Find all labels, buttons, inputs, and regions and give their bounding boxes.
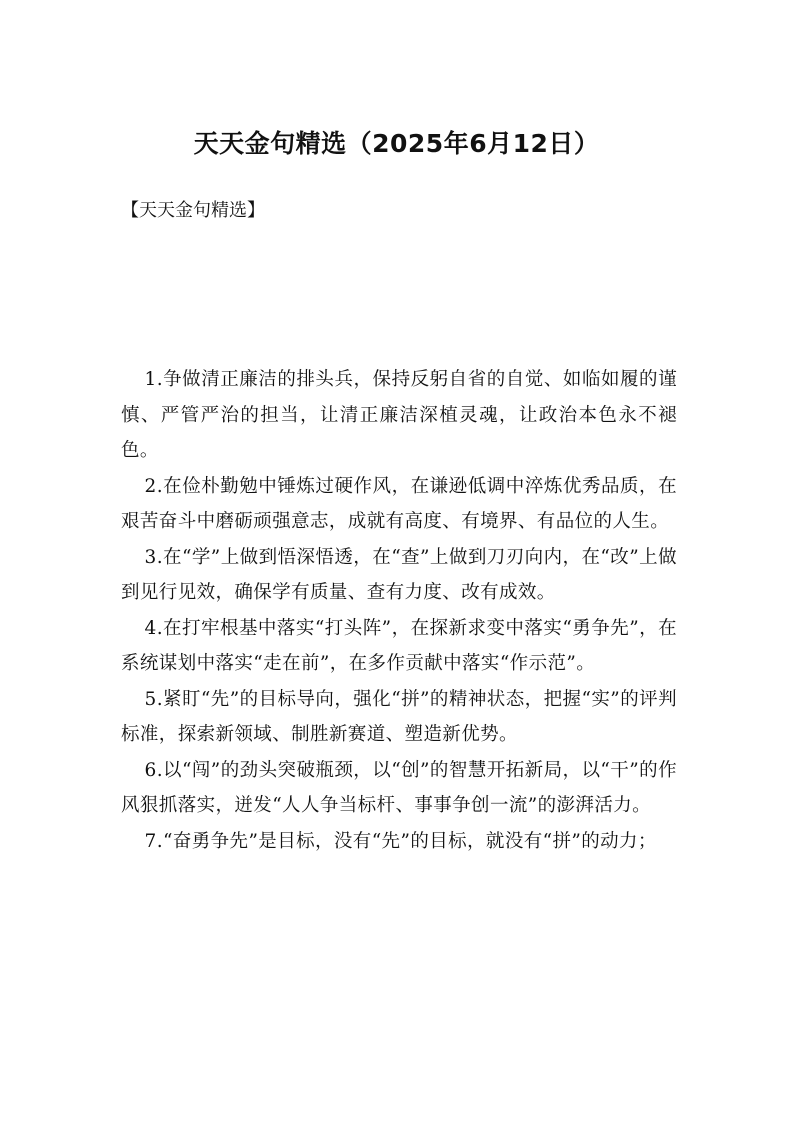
quote-paragraph: 5.紧盯“先”的目标导向，强化“拼”的精神状态，把握“实”的评判标准，探索新领域、制胜新赛道、塑造新优势。 — [121, 688, 677, 745]
quote-paragraph: 6.以“闯”的劲头突破瓶颈，以“创”的智慧开拓新局，以“干”的作风狠抓落实，迸发“人人争当标杆、事事争创一流”的澎湃活力。 — [121, 759, 677, 816]
quote-paragraph: 7.“奋勇争先”是目标，没有“先”的目标，就没有“拼”的动力； — [144, 830, 657, 852]
quote-paragraph: 3.在“学”上做到悟深悟透，在“查”上做到刀刃向内，在“改”上做到见行见效，确保学有质量、查有力度、改有成效。 — [121, 546, 677, 603]
quote-paragraph: 2.在俭朴勤勉中锤炼过硬作风，在谦逊低调中淬炼优秀品质，在艰苦奋斗中磨砺顽强意志，成就有高度、有境界、有品位的人生。 — [121, 475, 677, 532]
quote-paragraph: 4.在打牢根基中落实“打头阵”，在探新求变中落实“勇争先”，在系统谋划中落实“走在前”，在多作贡献中落实“作示范”。 — [121, 617, 677, 674]
section-label: 【天天金句精选】 — [121, 200, 265, 221]
quote-paragraph: 1.争做清正廉洁的排头兵，保持反躬自省的自觉、如临如履的谨慎、严管严治的担当，让清正廉洁深植灵魂，让政治本色永不褪色。 — [121, 369, 677, 461]
page-title: 天天金句精选（2025年6月12日） — [193, 129, 600, 158]
quotes-list — [121, 362, 677, 859]
